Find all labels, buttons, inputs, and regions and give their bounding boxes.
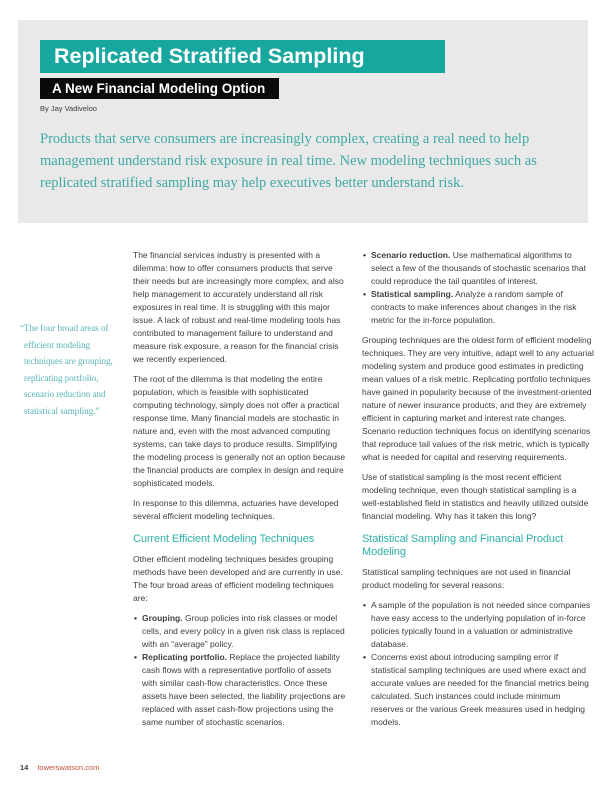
bullet-list xyxy=(362,599,594,729)
bullet-term: Scenario reduction. xyxy=(371,250,451,260)
page-subtitle: A New Financial Modeling Option xyxy=(40,78,279,99)
paragraph: Other efficient modeling techniques besides grouping methods have been developed and are currently in use. The four broad areas of efficient modeling techniques are: xyxy=(133,554,343,603)
paragraph: The financial services industry is presented with a dilemma: how to offer consumers products that serve their needs but are increasingly more complex, and also help management to accurately understand all risk exposures in real time. It is struggling with this major issue. A lack of robust and real-time modeling tools has contributed to management failure to understand and measure risk exposure, a reason for the financial crisis we recently experienced. xyxy=(133,250,344,364)
bullet-text: Analyze a random sample of contracts to make inferences about changes in the risk metric for the in-force population. xyxy=(371,289,577,325)
paragraph: Grouping techniques are the oldest form of efficient modeling techniques. They are very intuitive, adapt well to any actuarial modeling system and produce good estimates in predicting mean values of a risk metric. Replicating portfolio techniques have gained in popularity because of the investment-oriented nature of newer insurance products, and they are extremely efficient in capturing market and interest rate changes. Scenario reduction techniques focus on identifying scenarios that reproduce tail values of the risk metric, which is typically what is needed for capital and reserving requirements. xyxy=(362,335,594,462)
website-link[interactable]: towerswatson.com xyxy=(37,763,100,772)
list-item: • Concerns exist about introducing sampling error if statistical sampling techniques are used where exact and accurate values are needed for the financial metrics being calculated. Such instances could include minimum reserves or the various Greek measures used in hedging models. xyxy=(362,651,594,729)
bullet-text: Group policies into risk classes or model cells, and every policy in a given risk class is replaced with an “average” policy. xyxy=(142,613,345,649)
intro-paragraph: Products that serve consumers are increasingly complex, creating a real need to help management understand risk exposure in real time. New modeling techniques such as replicated stratified sampling may help executives better understand risk. xyxy=(40,131,537,191)
bullet-list xyxy=(362,249,594,327)
bullet-term: Replicating portfolio. xyxy=(142,652,227,662)
list-item: • A sample of the population is not needed since companies have easy access to the underlying population of in-force policies typically found in a valuation or administrative database. xyxy=(362,599,594,651)
section-heading-statistical-sampling: Statistical Sampling and Financial Product Modeling xyxy=(362,533,564,558)
bullet-text: Use mathematical algorithms to select a few of the thousands of stochastic scenarios that could reproduce the tail quantiles of interest. xyxy=(371,250,586,286)
list-item xyxy=(133,612,348,651)
bullet-list xyxy=(133,612,348,729)
paragraph: Use of statistical sampling is the most recent efficient modeling technique, even though statistical sampling is a well-established field in statistics and heavily utilized outside financial modeling. Why has it taken this long? xyxy=(362,472,589,521)
byline: By Jay Vadiveloo xyxy=(40,104,97,113)
list-item xyxy=(362,288,594,327)
column-left xyxy=(133,249,348,736)
paragraph: The root of the dilemma is that modeling the entire population, which is feasible with sophisticated computing technology, simply does not offer a practical response time. Many financial models are stochastic in nature and, even with the most advanced computing systems, can take days to produce results. Simplifying the modeling process is generally not an option because the financial products are complex in design and require sophisticated models. xyxy=(133,374,346,488)
column-right xyxy=(362,249,594,736)
pull-quote: “The four broad areas of efficient modeling techniques are grouping, replicating portfolio, scenario reduction and statistical sampling.” xyxy=(20,323,113,416)
header-card xyxy=(18,20,588,223)
page-footer xyxy=(20,763,99,772)
bullet-text: Replace the projected liability cash flows with a representative portfolio of assets with similar cash-flow characteristics. Once these assets have been selected, the liability projections are replaced with asset cash-flow projections using the same number of stochastic scenarios. xyxy=(142,652,346,727)
paragraph: Statistical sampling techniques are not used in financial product modeling for several reasons: xyxy=(362,567,571,590)
page-title: Replicated Stratified Sampling xyxy=(40,40,445,73)
bullet-term: Grouping. xyxy=(142,613,183,623)
page-number: 14 xyxy=(20,763,29,772)
list-item xyxy=(133,651,348,729)
section-heading-current-techniques: Current Efficient Modeling Techniques xyxy=(133,533,315,545)
paragraph: In response to this dilemma, actuaries have developed several efficient modeling techniques. xyxy=(133,498,339,521)
bullet-term: Statistical sampling. xyxy=(371,289,454,299)
list-item xyxy=(362,249,594,288)
